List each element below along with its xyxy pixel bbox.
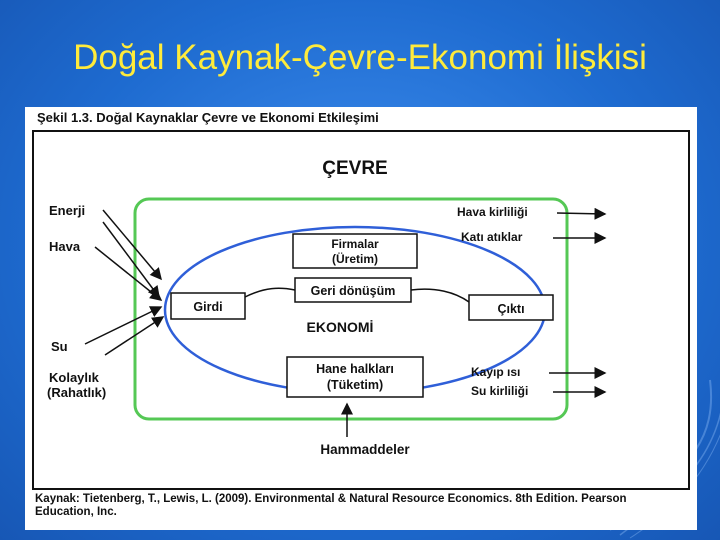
output-label-waste-heat: Kayıp ısı xyxy=(471,365,521,379)
input-label-energy: Enerji xyxy=(49,203,86,218)
source-line-2: Education, Inc. xyxy=(35,506,117,518)
output-label-air-pollution: Hava kirliliği xyxy=(457,205,528,219)
arrow-air-pollution xyxy=(557,213,605,214)
output-box-label: Çıktı xyxy=(497,302,525,316)
slide-title: Doğal Kaynak-Çevre-Ekonomi İlişkisi xyxy=(73,38,647,77)
figure-caption: Şekil 1.3. Doğal Kaynaklar Çevre ve Ekonomi Etkileşimi xyxy=(37,110,379,125)
diagram-canvas xyxy=(25,107,697,530)
input-label-air: Hava xyxy=(49,239,81,254)
households-label: Hane halkları xyxy=(316,362,394,376)
output-label-solid-waste: Katı atıklar xyxy=(461,230,523,244)
economy-label: EKONOMİ xyxy=(306,319,374,335)
figure-source xyxy=(35,493,685,519)
recycling-label: Geri dönüşüm xyxy=(310,284,396,298)
firms-label: Firmalar xyxy=(331,237,379,251)
environment-label: ÇEVRE xyxy=(322,158,388,179)
line-recycling-to-output xyxy=(411,289,469,302)
input-label-amenity: Kolaylık xyxy=(49,370,99,385)
arrow-energy-to-input xyxy=(103,210,161,279)
households-sublabel: (Tüketim) xyxy=(326,378,384,392)
input-label-amenity-sub: (Rahatlık) xyxy=(47,385,107,400)
figure-panel xyxy=(25,107,697,530)
source-line-1: Kaynak: Tietenberg, T., Lewis, L. (2009). Environmental & Natural Resource Economics. 8th Edition. Pearson xyxy=(35,493,627,505)
input-label-water: Su xyxy=(51,339,68,354)
line-input-to-recycling xyxy=(245,288,295,297)
input-box-label: Girdi xyxy=(193,300,223,314)
output-label-water-pollution: Su kirliliği xyxy=(471,384,529,398)
outer-frame xyxy=(33,131,689,489)
raw-materials-label: Hammaddeler xyxy=(320,442,410,457)
firms-sublabel: (Üretim) xyxy=(331,252,379,266)
